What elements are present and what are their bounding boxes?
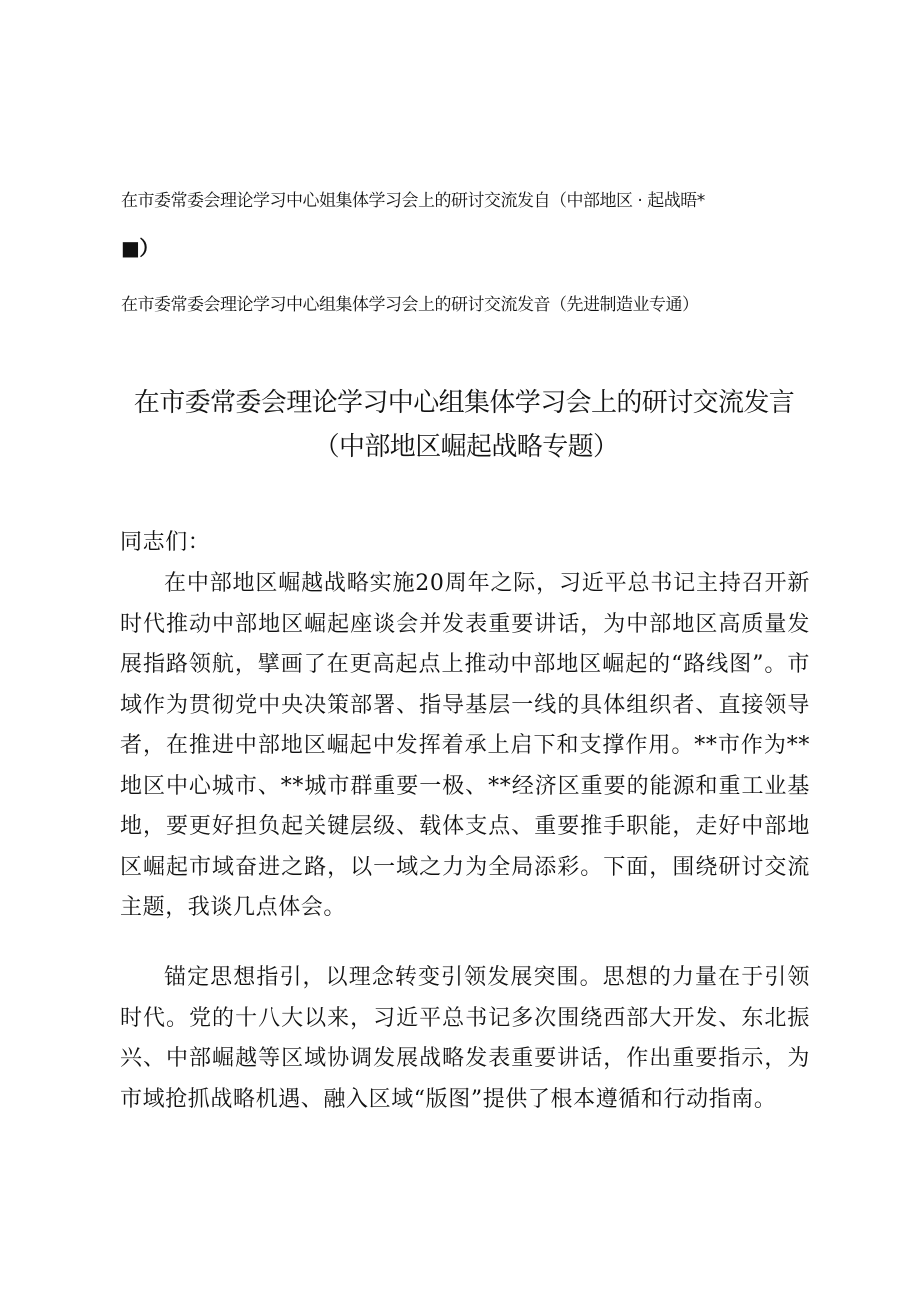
paragraph-1: 在中部地区崛越战略实施20周年之际，习近平总书记主持召开新时代推动中部地区崛起座谈会并发表重要讲话，为中部地区高质量发展指路领航，擘画了在更高起点上推动中部地区崛起的“路线图”。市域作为贯彻党中央决策部署、指导基层一线的具体组织者、直接领导者，在推进中部地区崛起中发挥着承上启下和支撑作用。**市作为**地区中心城市、**城市群重要一极、**经济区重要的能源和重工业基地，要更好担负起关键层级、载体支点、重要推手职能，走好中部地区崛起市域奋进之路，以一域之力为全局添彩。下面，围绕研讨交流主题，我谈几点体会。: [120, 571, 810, 920]
toc-entry-1-continuation: ■）: [121, 236, 159, 260]
document-title: 在市委常委会理论学习中心组集体学习会上的研讨交流发言: [133, 388, 795, 418]
greeting: 同志们：: [120, 530, 211, 555]
paragraph-2: 锚定思想指引，以理念转变引领发展突围。思想的力量在于引领时代。党的十八大以来，习近平总书记多次围绕西部大开发、东北振兴、中部崛越等区域协调发展战略发表重要讲话，作出重要指示，为市域抢抓战略机遇、融入区域“版图”提供了根本遵循和行动指南。: [120, 965, 810, 1112]
document-subtitle: （中部地区崛起战略专题）: [313, 432, 619, 462]
toc-entry-2: 在市委常委会理论学习中心组集体学习会上的研讨交流发音（先进制造业专通）: [121, 295, 699, 315]
toc-entry-1: 在市委常委会理论学习中心姐集体学习会上的研讨交流发自（中部地区 · 起战晤*: [121, 191, 705, 211]
